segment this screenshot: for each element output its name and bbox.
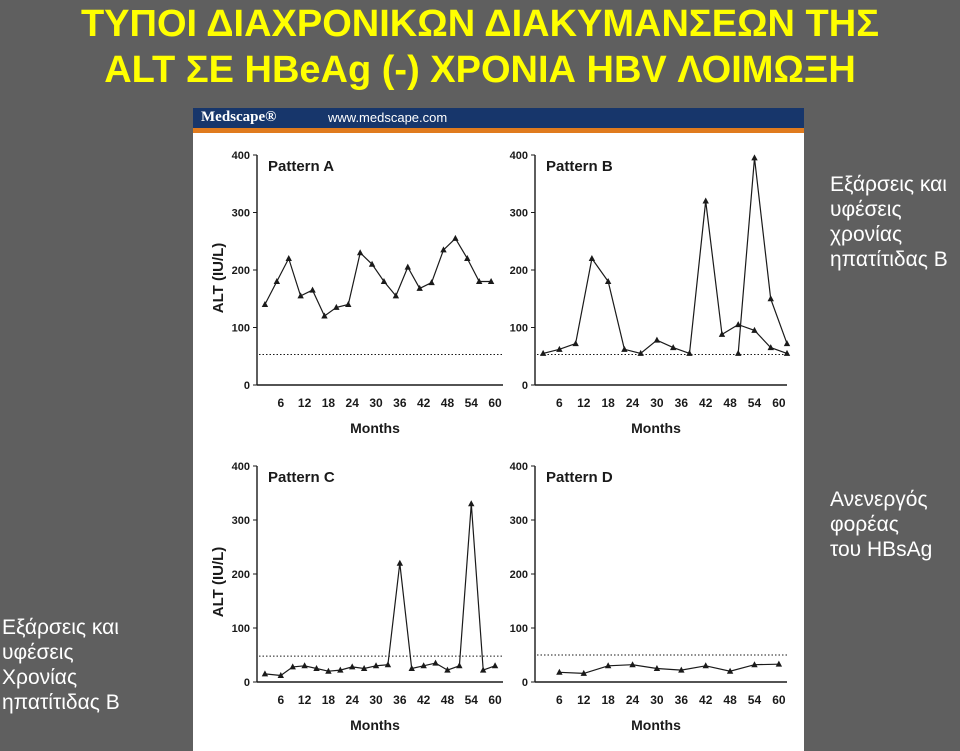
note-line: φορέας [830,513,899,536]
data-point [703,198,709,204]
note-line: Χρονίας [2,666,78,689]
y-tick-label: 0 [243,677,250,689]
x-tick-label: 24 [345,396,359,410]
chart-title: Pattern D [546,469,613,486]
x-tick-label: 54 [464,693,478,707]
note-line: ηπατίτιδας Β [830,248,948,271]
x-tick-label: 48 [723,693,737,707]
data-point [556,669,562,675]
x-tick-label: 54 [464,396,478,410]
data-point [262,670,268,676]
data-point [703,662,709,668]
x-tick-label: 42 [699,693,713,707]
y-tick-label: 0 [243,380,250,392]
note-mid-right [830,487,932,562]
note-top-right [830,172,948,272]
y-tick-label: 100 [231,322,250,335]
data-point [589,255,595,261]
y-tick-label: 400 [231,150,250,162]
x-tick-label: 36 [674,396,689,410]
x-tick-label: 36 [393,693,407,707]
x-tick-label: 24 [345,693,359,707]
y-tick-label: 100 [509,322,528,335]
data-point [349,663,355,669]
data-point [405,264,411,270]
x-tick-label: 18 [601,693,615,707]
x-tick-label: 18 [321,693,336,707]
data-point [274,278,280,284]
alt-pattern-charts [193,108,804,751]
x-tick-label: 24 [625,396,640,410]
y-tick-label: 0 [521,380,528,392]
x-tick-label: 36 [674,693,689,707]
x-axis-label: Months [631,717,681,733]
x-axis-label: Months [631,420,681,436]
data-point [735,350,741,356]
x-tick-label: 60 [772,693,786,707]
x-tick-label: 54 [747,693,762,707]
x-tick-label: 6 [277,693,285,707]
x-tick-label: 12 [577,693,591,707]
note-line: του HBsAg [830,538,933,561]
x-tick-label: 60 [488,693,502,707]
data-point [286,255,292,261]
x-tick-label: 30 [650,693,664,707]
series-line [265,504,495,676]
y-axis-label: ALT (IU/L) [210,242,227,314]
series-line [543,201,787,353]
data-point [301,662,307,668]
y-tick-label: 300 [509,207,528,220]
note-line: Ανενεργός [830,488,928,511]
data-point [321,313,327,319]
y-tick-label: 200 [231,569,250,581]
data-point [452,235,458,241]
note-line: υφέσεις [2,641,74,664]
y-tick-label: 200 [231,265,250,277]
x-tick-label: 42 [416,396,431,410]
data-point [345,301,351,307]
y-tick-label: 400 [509,461,528,473]
data-point [309,287,315,293]
note-line: Εξάρσεις και [830,173,947,196]
y-tick-label: 100 [509,623,528,635]
y-tick-label: 300 [231,207,250,220]
x-tick-label: 30 [369,396,383,410]
x-tick-label: 48 [440,396,455,410]
note-line: ηπατίτιδας Β [2,691,120,714]
x-tick-label: 6 [556,693,563,707]
medscape-logo: Medscape® [201,109,277,125]
y-tick-label: 200 [509,569,528,581]
chart-title: Pattern A [268,158,335,175]
slide-title-line-2: ALT ΣΕ HBeAg (-) ΧΡΟΝΙΑ HBV ΛΟΙΜΩΞΗ [104,49,856,91]
y-axis-label: ALT (IU/L) [210,546,227,618]
data-point [456,662,462,668]
x-tick-label: 18 [601,396,615,410]
series-line [559,664,779,673]
x-tick-label: 12 [297,693,312,707]
y-tick-label: 400 [509,150,528,162]
x-tick-label: 36 [393,396,407,410]
data-point [492,662,498,668]
data-point [357,249,363,255]
data-point [784,340,790,346]
x-tick-label: 24 [625,693,640,707]
data-point [428,279,434,285]
note-bottom-left [2,615,120,715]
data-point [432,660,438,666]
x-tick-label: 6 [556,396,563,410]
data-point [464,255,470,261]
data-point [719,331,725,337]
y-tick-label: 200 [509,265,528,277]
figure-panel [193,108,804,751]
y-tick-label: 0 [521,677,528,689]
note-line: Εξάρσεις και [2,616,119,639]
data-point [621,346,627,352]
y-tick-label: 400 [231,461,250,473]
chart-title: Pattern C [268,469,335,486]
x-tick-label: 30 [650,396,664,410]
x-tick-label: 6 [277,396,285,410]
banner-url: www.medscape.com [328,110,448,125]
data-point [768,295,774,301]
note-line: χρονίας [830,223,903,246]
x-tick-label: 60 [488,396,502,410]
x-axis-label: Months [350,420,400,436]
x-tick-label: 12 [297,396,312,410]
x-tick-label: 12 [577,396,591,410]
x-tick-label: 18 [321,396,336,410]
series-line [265,238,491,316]
x-tick-label: 48 [440,693,455,707]
data-point [262,301,268,307]
x-tick-label: 42 [416,693,431,707]
x-tick-label: 54 [747,396,762,410]
y-tick-label: 300 [509,515,528,527]
data-point [468,500,474,506]
x-tick-label: 60 [772,396,786,410]
data-point [572,340,578,346]
data-point [385,661,391,667]
data-point [654,337,660,343]
x-tick-label: 48 [723,396,737,410]
slide-title-line-1: ΤΥΠΟΙ ΔΙΑΧΡΟΝΙΚΩΝ ΔΙΑΚΥΜΑΝΣΕΩΝ ΤΗΣ [80,3,880,45]
x-axis-label: Months [350,717,400,733]
series-line [738,158,787,354]
data-point [751,154,757,160]
note-line: υφέσεις [830,198,902,221]
chart-title: Pattern B [546,158,613,175]
x-tick-label: 42 [699,396,713,410]
x-tick-label: 30 [369,693,383,707]
y-tick-label: 300 [231,515,250,527]
y-tick-label: 100 [231,623,250,635]
data-point [397,560,403,566]
